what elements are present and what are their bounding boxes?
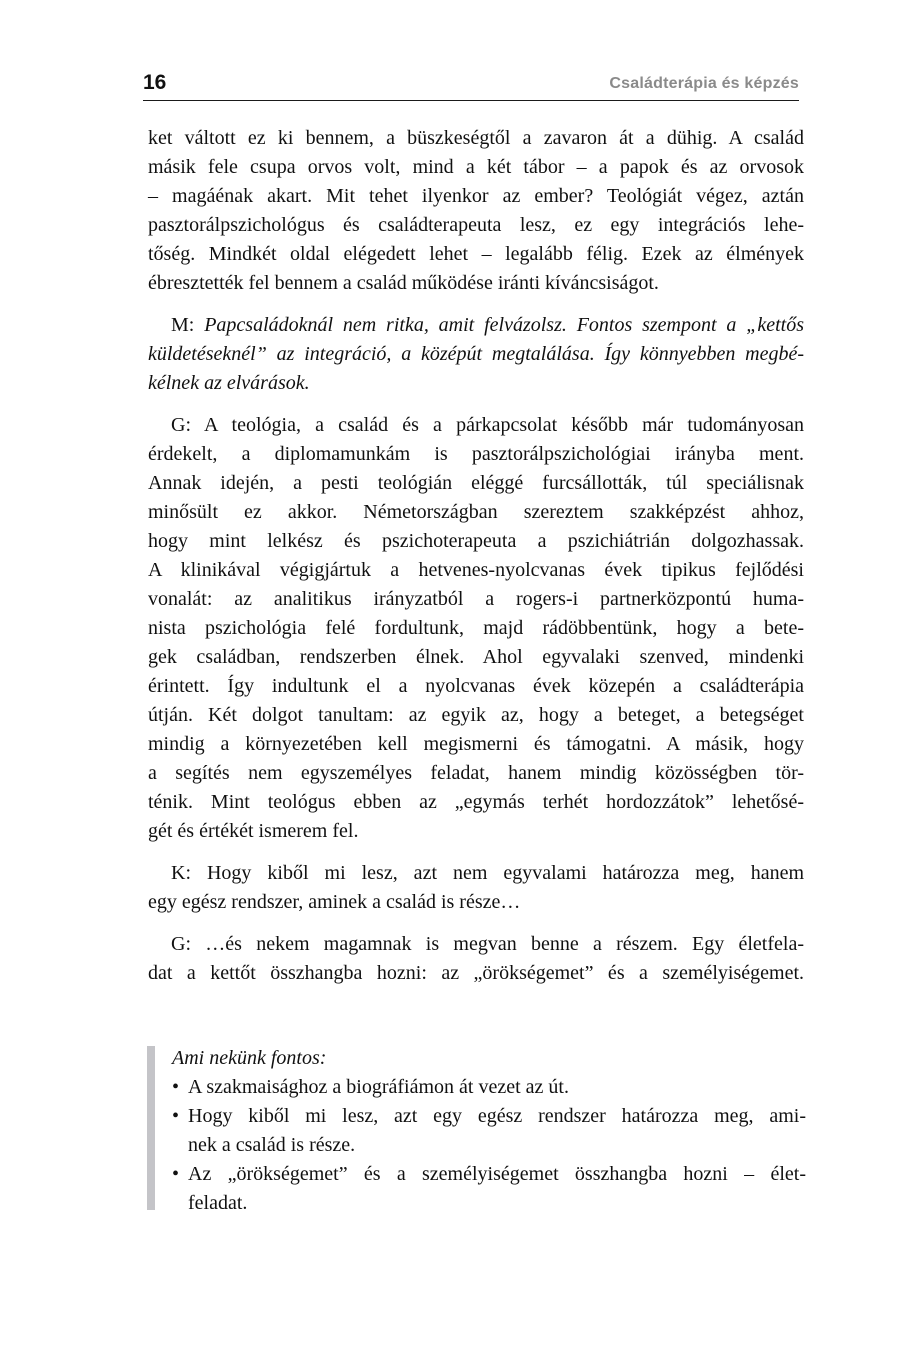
paragraph-continuation — [148, 124, 804, 298]
text-line: ket váltott ez ki bennem, a büszkeségtől a zavaron át a dühig. A család — [148, 127, 804, 149]
text-line: érintett. Így indultunk el a nyolcvanas évek közepén a családterápia — [148, 675, 804, 697]
text-line: egy egész rendszer, aminek a család is része… — [148, 891, 521, 913]
text-line: feladat. — [188, 1192, 248, 1214]
text-line: kélnek az elvárások. — [148, 372, 310, 394]
text-line: küldetéseknél” az integráció, a középút megtalálása. Így könnyebben megbé- — [148, 343, 804, 365]
summary-title: Ami nekünk fontos: — [172, 1047, 327, 1069]
summary-side-bar — [147, 1046, 155, 1210]
bullet-icon: • — [172, 1105, 180, 1127]
speaker-text: Papcsaládoknál nem ritka, amit felvázolsz. Fontos szempont a „kettős — [204, 314, 804, 336]
page-number: 16 — [143, 71, 167, 94]
text-line: – magáénak akart. Mit tehet ilyenkor az ember? Teológiát végez, aztán — [148, 185, 804, 207]
text-line: Annak idején, a pesti teológián eléggé furcsállották, túl speciálisnak — [148, 472, 804, 494]
text-line — [148, 930, 804, 959]
text-line: ténik. Mint teológus ebben az „egymás terhét hordozzátok” lehetősé- — [148, 791, 804, 813]
summary-item — [172, 1102, 806, 1160]
paragraph-g-2 — [148, 930, 804, 988]
text-line: érdekelt, a diplomamunkám is pasztorálpszichológiai irányba ment. — [148, 443, 804, 465]
summary-item — [172, 1160, 806, 1218]
text-line — [148, 859, 804, 888]
text-line: gek családban, rendszerben élnek. Ahol egyvalaki szenved, mindenki — [148, 646, 804, 668]
speaker-text: A teológia, a család és a párkapcsolat később már tudományosan — [204, 414, 804, 436]
speaker-label: M: — [171, 314, 195, 336]
text-line: A szakmaisághoz a biográfiámon át vezet az út. — [188, 1076, 569, 1098]
text-line: hogy mint lelkész és pszichoterapeuta a pszichiátrián dolgozhassak. — [148, 530, 804, 552]
text-line: másik fele csupa orvos volt, mind a két tábor – a papok és az orvosok — [148, 156, 804, 178]
paragraph-g-1 — [148, 411, 804, 846]
text-line: nek a család is része. — [188, 1134, 356, 1156]
speaker-label: K: — [171, 862, 191, 884]
text-line: minősült ez akkor. Németországban szereztem szakképzést ahhoz, — [148, 501, 804, 523]
paragraph-k — [148, 859, 804, 917]
text-line: nista pszichológia felé fordultunk, majd rádöbbentünk, hogy a bete- — [148, 617, 804, 639]
summary-box — [147, 1044, 807, 1212]
text-line: tőség. Mindkét oldal elégedett lehet – legalább félig. Ezek az élmények — [148, 243, 804, 265]
summary-content — [172, 1044, 806, 1218]
speaker-text: …és nekem magamnak is megvan benne a részem. Egy életfela- — [205, 933, 804, 955]
bullet-icon: • — [172, 1163, 180, 1185]
text-line: pasztorálpszichológus és családterapeuta lesz, ez egy integrációs lehe- — [148, 214, 804, 236]
text-line: Hogy kiből mi lesz, azt egy egész rendszer határozza meg, ami- — [188, 1105, 806, 1127]
text-line — [148, 311, 804, 340]
speaker-text: Hogy kiből mi lesz, azt nem egyvalami határozza meg, hanem — [206, 862, 804, 884]
text-line: mindig a környezetében kell megismerni és támogatni. A másik, hogy — [148, 733, 804, 755]
text-line: dat a kettőt összhangba hozni: az „örökségemet” és a személyiségemet. — [148, 962, 804, 984]
text-line: A klinikával végigjártuk a hetvenes-nyolcvanas évek tipikus fejlődési — [148, 559, 804, 581]
text-line: vonalát: az analitikus irányzatból a rogers-i partnerközpontú huma- — [148, 588, 804, 610]
text-line: ébresztették fel bennem a család működése iránti kíváncsiságot. — [148, 272, 659, 294]
text-line: Az „örökségemet” és a személyiségemet összhangba hozni – élet- — [188, 1163, 806, 1185]
speaker-label: G: — [171, 933, 191, 955]
summary-list — [172, 1073, 806, 1218]
text-line: útján. Két dolgot tanultam: az egyik az, hogy a beteget, a betegséget — [148, 704, 804, 726]
running-header — [143, 70, 799, 101]
speaker-label: G: — [171, 414, 191, 436]
text-line: gét és értékét ismerem fel. — [148, 820, 359, 842]
summary-item — [172, 1073, 806, 1102]
body-text — [148, 124, 804, 1001]
text-line: a segítés nem egyszemélyes feladat, hanem mindig közösségben tör- — [148, 762, 804, 784]
bullet-icon: • — [172, 1076, 180, 1098]
text-line — [148, 411, 804, 440]
running-title: Családterápia és képzés — [609, 75, 799, 92]
paragraph-m-italic — [148, 311, 804, 398]
